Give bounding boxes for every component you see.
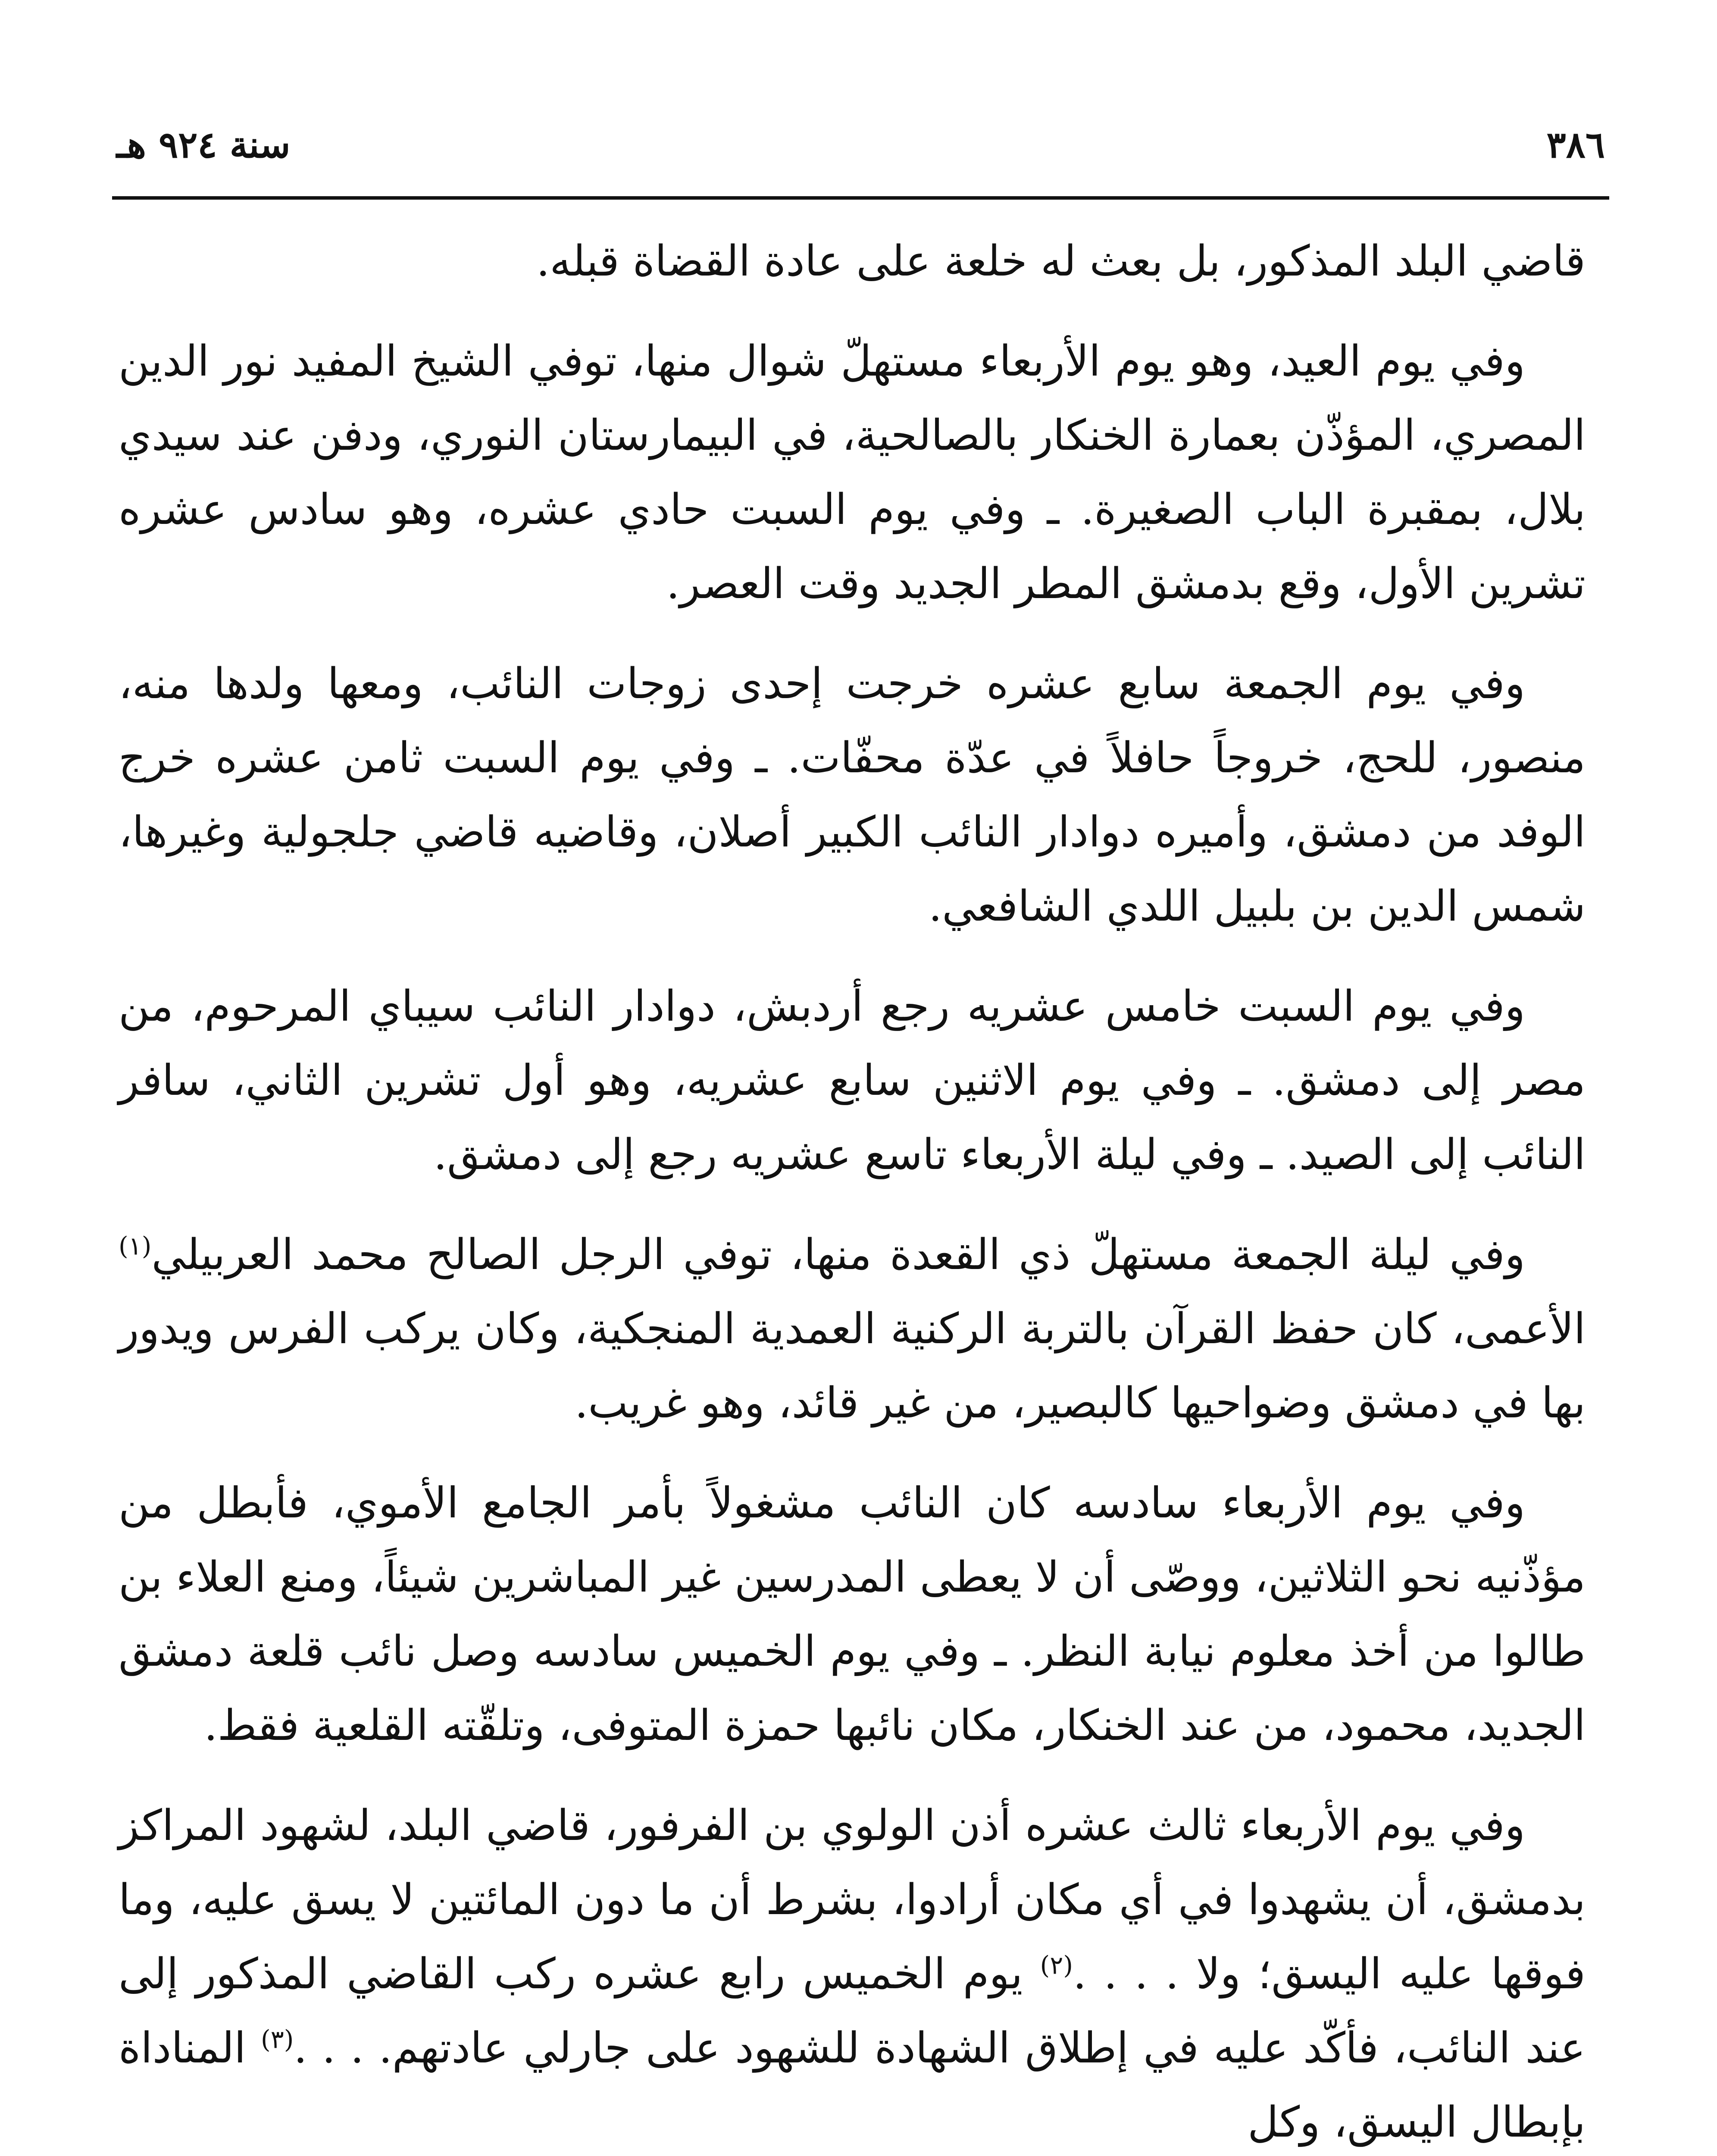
page-number: ٣٨٦ bbox=[1546, 123, 1605, 166]
footnote-reference[interactable]: (١) bbox=[119, 1231, 152, 1261]
paragraph bbox=[119, 969, 1586, 1192]
header-rule bbox=[112, 196, 1609, 200]
paragraph bbox=[119, 224, 1586, 298]
paragraph-text: المناداة بإبطال اليسق، وكل bbox=[119, 2024, 1586, 2147]
paragraph-text: يوم الخميس رابع عشره ركب القاضي المذكور إلى عند النائب، فأكّد عليه في إطلاق الشهادة للشهود على جارلي عادتهم. . . . bbox=[119, 1949, 1586, 2073]
paragraph-text: وفي ليلة الجمعة مستهلّ ذي القعدة منها، توفي الرجل الصالح محمد العربيلي bbox=[151, 1230, 1525, 1279]
paragraph-text: قاضي البلد المذكور، بل بعث له خلعة على عادة القضاة قبله. bbox=[536, 237, 1586, 286]
paragraph bbox=[119, 1218, 1586, 1440]
paragraph bbox=[119, 647, 1586, 943]
running-title-year: سنة ٩٢٤ هـ bbox=[116, 123, 291, 166]
paragraph bbox=[119, 324, 1586, 621]
paragraph-text: وفي يوم الأربعاء سادسه كان النائب مشغولاً بأمر الجامع الأموي، فأبطل من مؤذّنيه نحو الثلاثين، ووصّى أن لا يعطى المدرسين غير المباشرين شيئاً، ومنع العلاء بن طالوا من أخذ معلوم نيابة النظر. ـ وفي يوم الخميس سادسه وصل نائب قلعة دمشق الجديد، محمود، من عند الخنكار، مكان نائبها حمزة المتوفى، وتلقّته القلعية فقط. bbox=[119, 1479, 1586, 1750]
footnote-reference[interactable]: (٣) bbox=[260, 2024, 294, 2054]
paragraph-text: وفي يوم السبت خامس عشريه رجع أردبش، دوادار النائب سيباي المرحوم، من مصر إلى دمشق. ـ وفي يوم الاثنين سابع عشريه، وهو أول تشرين الثاني، سافر النائب إلى الصيد. ـ وفي ليلة الأربعاء تاسع عشريه رجع إلى دمشق. bbox=[119, 982, 1586, 1179]
paragraph-text: وفي يوم الجمعة سابع عشره خرجت إحدى زوجات النائب، ومعها ولدها منه، منصور، للحج، خروجاً حافلاً في عدّة محفّات. ـ وفي يوم السبت ثامن عشره خرج الوفد من دمشق، وأميره دوادار النائب الكبير أصلان، وقاضيه قاضي جلجولية وغيرها، شمس الدين بن بلبيل اللدي الشافعي. bbox=[119, 659, 1586, 931]
page-header bbox=[116, 112, 1605, 177]
paragraph bbox=[119, 1466, 1586, 1763]
paragraph-text: الأعمى، كان حفظ القرآن بالتربة الركنية العمدية المنجكية، وكان يركب الفرس ويدور بها في دمشق وضواحيها كالبصير، من غير قائد، وهو غريب. bbox=[119, 1304, 1586, 1428]
paragraph bbox=[119, 1789, 1586, 2156]
footnote-reference[interactable]: (٢) bbox=[1040, 1950, 1073, 1980]
paragraph-text: وفي يوم العيد، وهو يوم الأربعاء مستهلّ شوال منها، توفي الشيخ المفيد نور الدين المصري، المؤذّن بعمارة الخنكار بالصالحية، في البيمارستان النوري، ودفن عند سيدي بلال، بمقبرة الباب الصغيرة. ـ وفي يوم السبت حادي عشره، وهو سادس عشره تشرين الأول، وقع بدمشق المطر الجديد وقت العصر. bbox=[119, 337, 1586, 608]
main-text bbox=[119, 224, 1586, 2156]
paragraph-text: وفي يوم الأربعاء ثالث عشره أذن الولوي بن الفرفور، قاضي البلد، لشهود المراكز بدمشق، أن يشهدوا في أي مكان أرادوا، بشرط أن ما دون المائتين لا يسق عليه، وما فوقها عليه اليسق؛ ولا . . . . bbox=[119, 1801, 1586, 1999]
